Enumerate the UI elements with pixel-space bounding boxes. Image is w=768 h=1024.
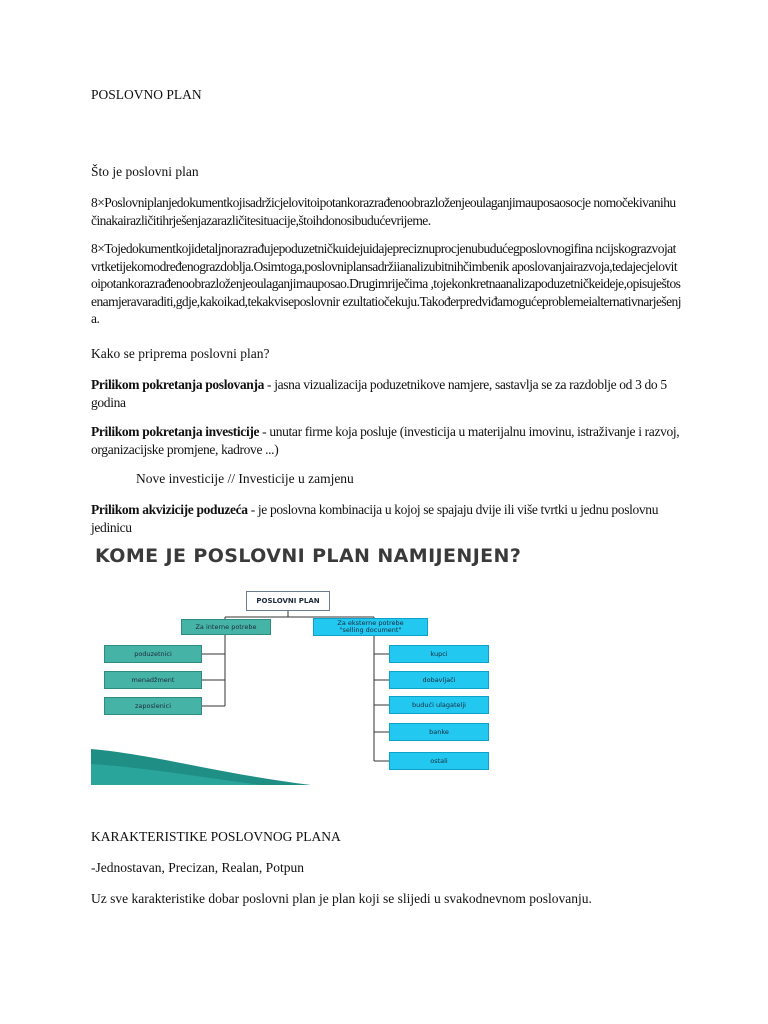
node-suppliers: dobavljači — [389, 671, 489, 689]
node-banks: banke — [389, 723, 489, 741]
node-management: menadžment — [104, 671, 202, 689]
item-investment — [91, 423, 681, 459]
node-root: POSLOVNI PLAN — [246, 591, 330, 611]
item-acquisition-text: - je poslovna kombinacija u kojoj se spajaju dvije ili više tvrtki u jednu poslovnu jedinicu — [91, 502, 659, 535]
item-starting-business — [91, 376, 681, 412]
item-acquisition — [91, 501, 681, 537]
node-external-needs — [313, 618, 428, 636]
section-heading-how: Kako se priprema poslovni plan? — [91, 346, 270, 361]
section-heading-what-is: Što je poslovni plan — [91, 164, 199, 179]
item-investment-text: - unutar firme koja posluje (investicija u materijalnu imovinu, istraživanje i razvoj, organizacijske promjene, kadrove ...) — [91, 424, 680, 457]
node-employees: zaposlenici — [104, 697, 202, 715]
node-entrepreneurs: poduzetnici — [104, 645, 202, 663]
item-investment-label: Prilikom pokretanja investicije — [91, 424, 260, 439]
paragraph-definition: 8×Poslovniplanjedokumentkojisadržicjelovitoipotankorazrađenoobrazloženjeoulaganjimauposaosocje nomočekivanihučinakairazličitihrješenjazarazličitesituacije,štoihdonosibudućevrijeme. — [91, 195, 676, 228]
node-internal-needs: Za interne potrebe — [181, 619, 271, 635]
paragraph-detail: 8×Tojedokumentkojidetaljnorazrađujepoduzetničkuidejuidajepreciznuprocjenubudućegposlovnogifina ncijskograzvojatvrtketijekomodređenograzdoblja.Osimtoga,poslovniplansadržiianalizubitnihčimbenik aposlovanjairazvoja,tedajecjelovitoipotankorazrađenoobrazloženjeoulaganjimauposao.Drugimriječima ,tojekonkretnaanalizapoduzetničkeideje,opisuještosenamjeravaraditi,gdje,kakoikad,tekakviseposlovnir ezultatiočekuju.Takođerpredviđamogućeproblemeialternativnarješenja. — [91, 241, 681, 327]
diagram-title: KOME JE POSLOVNI PLAN NAMIJENJEN? — [95, 545, 522, 567]
section-heading-characteristics: KARAKTERISTIKE POSLOVNOG PLANA — [91, 829, 341, 844]
item-acquisition-label: Prilikom akvizicije poduzeća — [91, 502, 248, 517]
item-starting-business-text: - jasna vizualizacija poduzetnikove namjere, sastavlja se za razdoblje od 3 do 5 godina — [91, 377, 667, 410]
item-investment-subtypes: Nove investicije // Investicije u zamjenu — [136, 471, 354, 486]
characteristics-list: -Jednostavan, Precizan, Realan, Potpun — [91, 860, 304, 875]
node-external-needs-line1: Za eksterne potrebe — [337, 619, 404, 627]
node-future-investors: budući ulagatelji — [389, 696, 489, 714]
document-title: POSLOVNO PLAN — [91, 87, 202, 102]
node-customers: kupci — [389, 645, 489, 663]
node-others: ostali — [389, 752, 489, 770]
item-starting-business-label: Prilikom pokretanja poslovanja — [91, 377, 265, 392]
target-audience-diagram — [91, 539, 539, 785]
node-external-needs-line2: "selling document" — [339, 626, 402, 634]
closing-paragraph: Uz sve karakteristike dobar poslovni plan je plan koji se slijedi u svakodnevnom poslovanju. — [91, 891, 592, 906]
